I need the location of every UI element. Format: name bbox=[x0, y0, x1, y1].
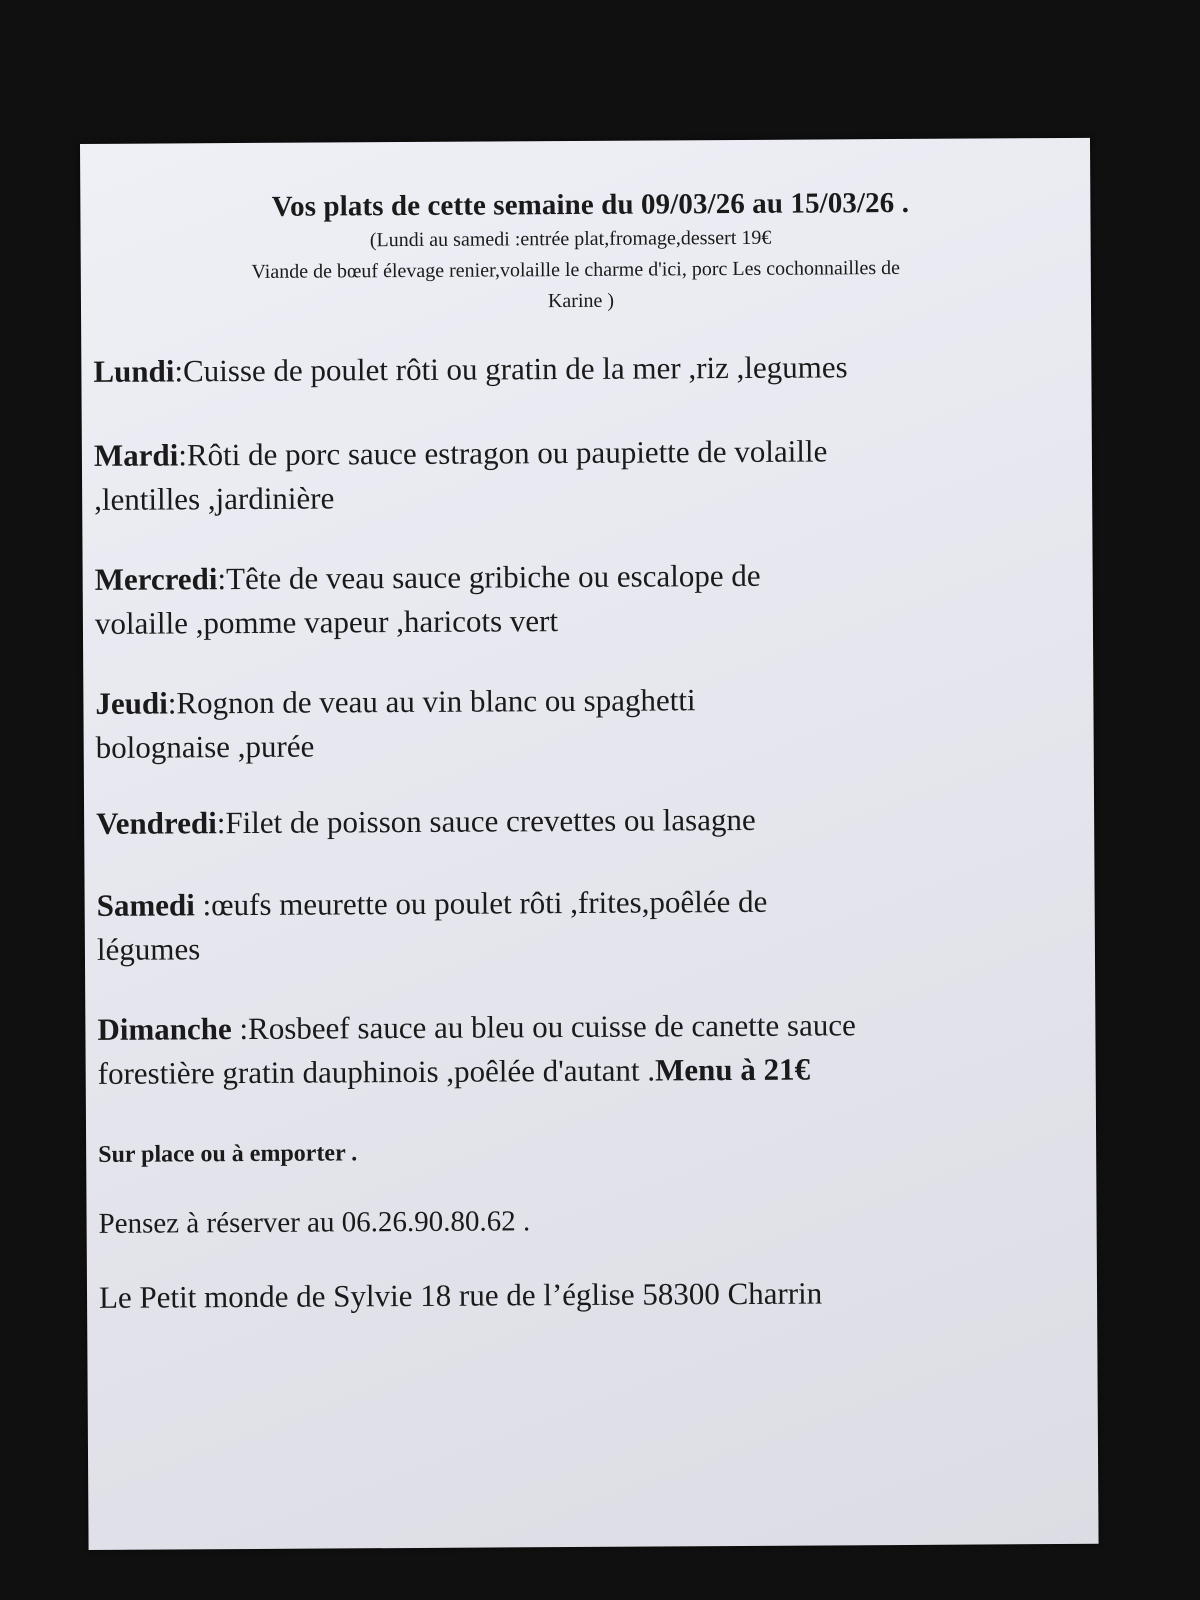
day-samedi: Samedi :œufs meurette ou poulet rôti ,frites,poêlée de légumes bbox=[96, 883, 768, 967]
menu-header bbox=[80, 186, 1091, 320]
day-mercredi: Mercredi:Tête de veau sauce gribiche ou escalope de volaille ,pomme vapeur ,haricots vert bbox=[94, 557, 761, 641]
menu-suppliers-note-cont: Karine ) bbox=[547, 289, 615, 313]
service-note: Sur place ou à emporter . bbox=[98, 1140, 358, 1168]
reservation-phone: Pensez à réserver au 06.26.90.80.62 . bbox=[98, 1205, 531, 1240]
menu-sheet bbox=[80, 138, 1099, 1550]
sunday-menu-price: Menu à 21€ bbox=[654, 1051, 811, 1088]
menu-title: Vos plats de cette semaine du 09/03/26 au 15/03/26 . bbox=[271, 186, 910, 223]
restaurant-address: Le Petit monde de Sylvie 18 rue de l’église 58300 Charrin bbox=[98, 1275, 823, 1315]
day-mardi: Mardi:Rôti de porc sauce estragon ou paupiette de volaille ,lentilles ,jardinière bbox=[93, 433, 828, 517]
menu-price-note: (Lundi au samedi :entrée plat,fromage,dessert 19€ bbox=[369, 226, 772, 252]
menu-suppliers-note: Viande de bœuf élevage renier,volaille le charme d'ici, porc Les cochonnailles de bbox=[251, 256, 901, 283]
day-vendredi: Vendredi:Filet de poisson sauce crevettes ou lasagne bbox=[96, 801, 756, 841]
day-jeudi: Jeudi:Rognon de veau au vin blanc ou spaghetti bolognaise ,purée bbox=[95, 682, 696, 765]
day-dimanche: Dimanche :Rosbeef sauce au bleu ou cuisse de canette sauce forestière gratin dauphinois ,poêlée d'autant .Menu à 21€ bbox=[97, 1007, 856, 1091]
day-lundi: Lundi:Cuisse de poulet rôti ou gratin de la mer ,riz ,legumes bbox=[93, 349, 848, 389]
